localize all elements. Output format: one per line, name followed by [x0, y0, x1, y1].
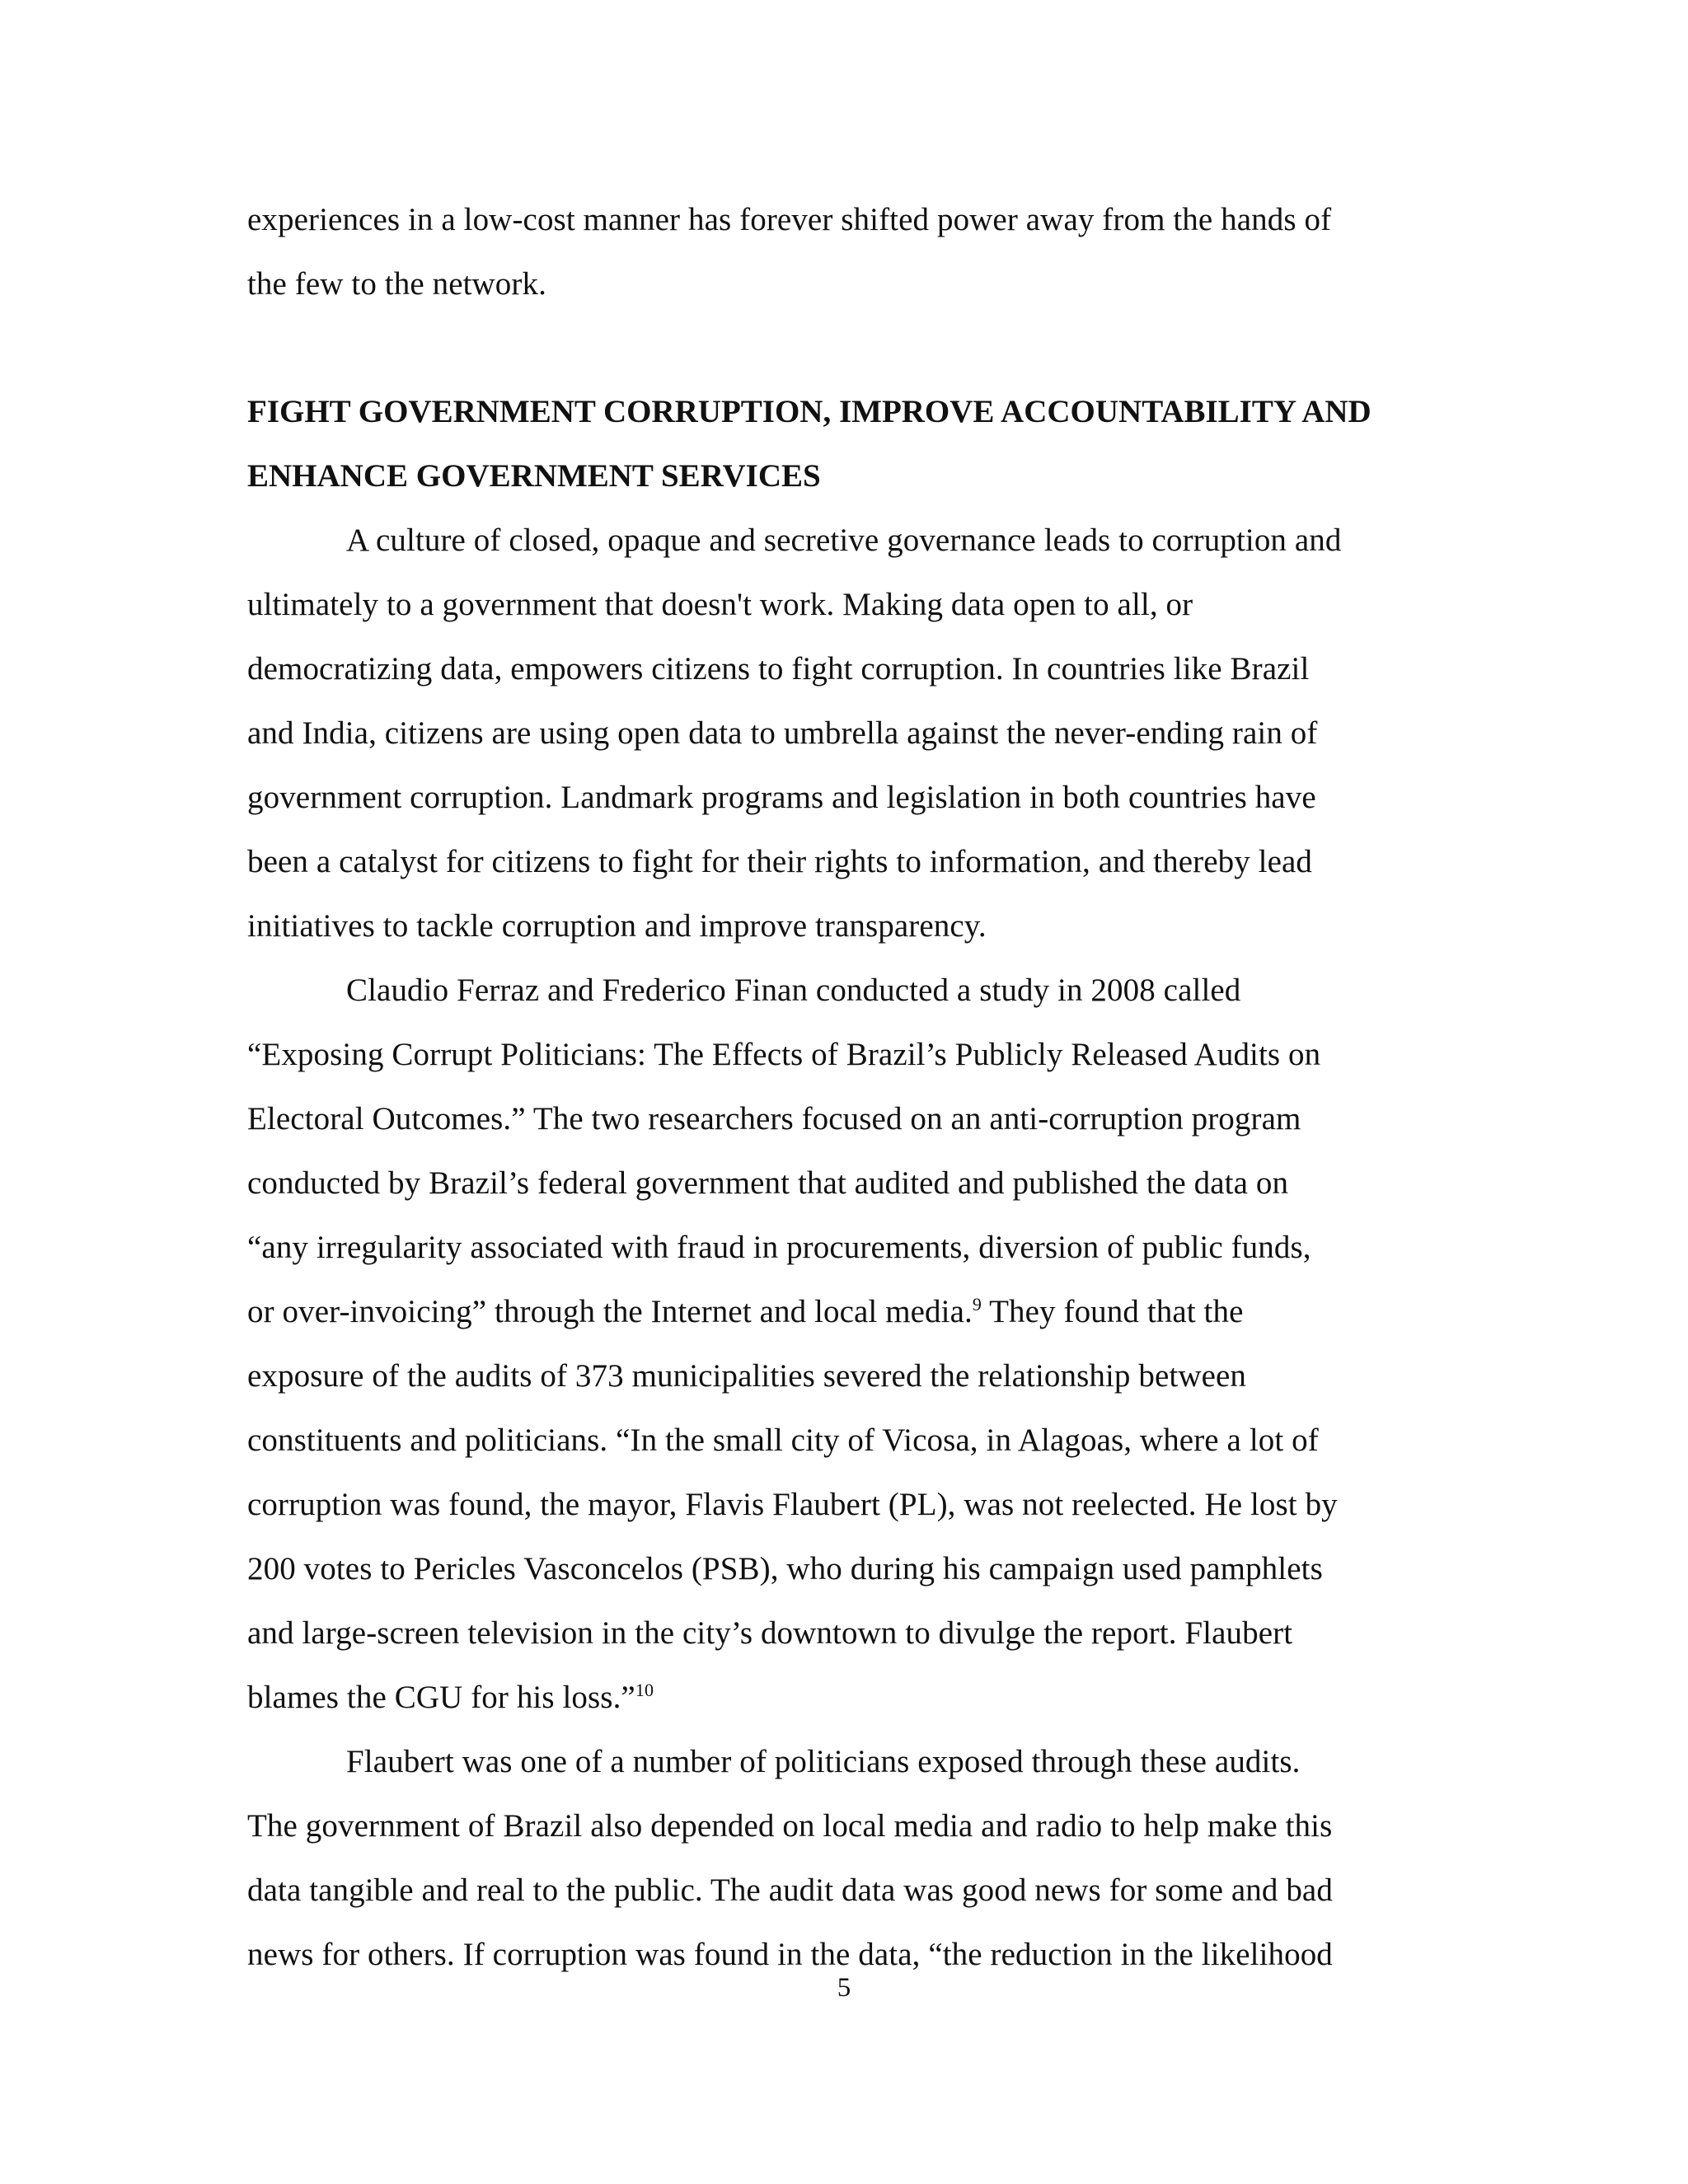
paragraph1-line: ultimately to a government that doesn't work. Making data open to all, or	[247, 587, 1193, 622]
paragraph1-line: been a catalyst for citizens to fight for their rights to information, and thereby lead	[247, 844, 1313, 879]
footnote-marker: 10	[635, 1680, 654, 1700]
paragraph2-line: conducted by Brazil’s federal government that audited and published the data on	[247, 1165, 1289, 1201]
paragraph2-line: corruption was found, the mayor, Flavis Flaubert (PL), was not reelected. He lost by	[247, 1487, 1338, 1522]
section-heading	[247, 380, 1451, 509]
paragraph2-text: They found that the	[981, 1294, 1244, 1329]
paragraph2-line: “Exposing Corrupt Politicians: The Effects of Brazil’s Publicly Released Audits on	[247, 1037, 1321, 1072]
paragraph2-line-footnote-9	[247, 1280, 1451, 1344]
body-text	[247, 509, 1451, 1987]
page-number: 5	[837, 1973, 851, 2003]
paragraph1-line: government corruption. Landmark programs and legislation in both countries have	[247, 780, 1316, 815]
paragraph3-line: data tangible and real to the public. The audit data was good news for some and bad	[247, 1872, 1333, 1908]
paragraph2-line: exposure of the audits of 373 municipalities severed the relationship between	[247, 1358, 1247, 1394]
paragraph2-text: or over-invoicing” through the Internet and local media.	[247, 1294, 973, 1329]
paragraph1-line: democratizing data, empowers citizens to fight corruption. In countries like Brazil	[247, 651, 1310, 687]
paragraph3-line: Flaubert was one of a number of politicians exposed through these audits.	[346, 1744, 1301, 1779]
paragraph2-line: Electoral Outcomes.” The two researchers focused on an anti-corruption program	[247, 1101, 1301, 1137]
paragraph2-line-footnote-10	[247, 1666, 1451, 1730]
intro-line: experiences in a low-cost manner has forever shifted power away from the hands of	[247, 202, 1332, 237]
paragraph2-line: “any irregularity associated with fraud in procurements, diversion of public funds,	[247, 1230, 1311, 1265]
paragraph1-line: initiatives to tackle corruption and improve transparency.	[247, 908, 987, 944]
paragraph2-text: blames the CGU for his loss.”	[247, 1680, 635, 1715]
paragraph2-line: and large-screen television in the city’s downtown to divulge the report. Flaubert	[247, 1615, 1293, 1651]
paragraph2-line: constituents and politicians. “In the small city of Vicosa, in Alagoas, where a lot of	[247, 1422, 1319, 1458]
paragraph2-line: Claudio Ferraz and Frederico Finan conducted a study in 2008 called	[346, 972, 1241, 1008]
paragraph3-line: The government of Brazil also depended on local media and radio to help make this	[247, 1808, 1333, 1844]
section-heading-line: ENHANCE GOVERNMENT SERVICES	[247, 458, 821, 494]
paragraph3-line: news for others. If corruption was found in the data, “the reduction in the likelihood	[247, 1937, 1333, 1972]
paragraph1-line: and India, citizens are using open data to umbrella against the never-ending rain of	[247, 715, 1318, 751]
paragraph2-line: 200 votes to Pericles Vasconcelos (PSB), who during his campaign used pamphlets	[247, 1551, 1323, 1586]
intro-paragraph	[247, 188, 1451, 316]
intro-line: the few to the network.	[247, 266, 546, 302]
section-heading-line: FIGHT GOVERNMENT CORRUPTION, IMPROVE ACCOUNTABILITY AND	[247, 394, 1372, 429]
paragraph1-line: A culture of closed, opaque and secretive governance leads to corruption and	[346, 523, 1342, 558]
footnote-marker: 9	[972, 1294, 982, 1315]
